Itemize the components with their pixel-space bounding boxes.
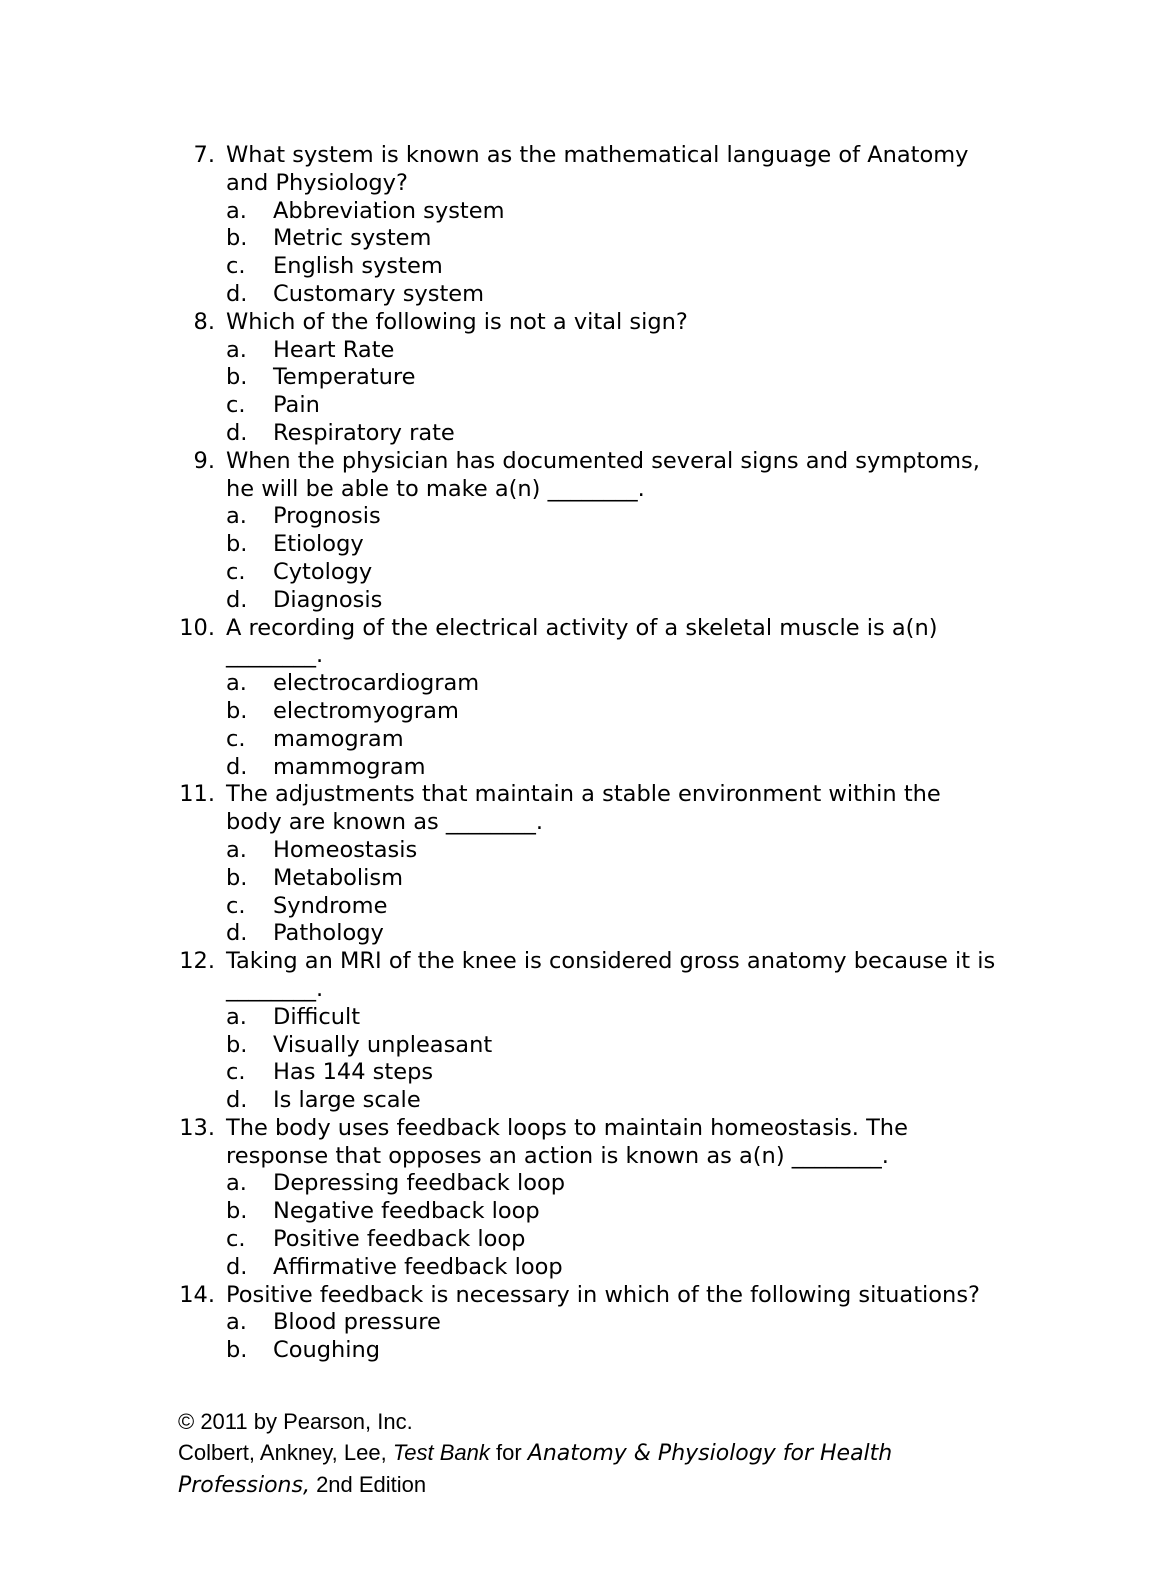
option-text: mammogram [273,753,426,780]
option-letter: c. [226,1059,246,1086]
answer-option [179,420,999,448]
question-item [179,309,999,448]
citation-authors: Colbert, Ankney, Lee, [178,1440,393,1465]
option-text: Diagnosis [273,586,383,613]
question-text: Taking an MRI of the knee is considered gross anatomy because it is ________. [226,948,996,1002]
question-item [179,615,999,782]
option-letter: b. [226,531,248,558]
option-letter: d. [226,419,248,446]
answer-option [179,364,999,392]
option-letter: d. [226,1087,248,1114]
citation-line [178,1437,998,1469]
question-item [179,448,999,615]
option-letter: b. [226,1337,248,1364]
answer-option [179,253,999,281]
question-number: 14. [179,1281,215,1308]
answer-option [179,920,999,948]
page-footer [178,1406,998,1501]
answer-option [179,503,999,531]
option-letter: a. [226,503,247,530]
option-text: Is large scale [273,1087,421,1114]
citation-for: for [489,1440,528,1465]
question-text: Which of the following is not a vital sign? [226,308,688,335]
option-text: Difficult [273,1003,361,1030]
answer-option [179,670,999,698]
answer-option [179,337,999,365]
option-letter: b. [226,364,248,391]
option-text: Positive feedback loop [273,1226,526,1253]
option-text: Metabolism [273,864,404,891]
answer-option [179,392,999,420]
answer-options [179,503,999,614]
answer-option [179,1337,999,1365]
option-text: Visually unpleasant [273,1031,493,1058]
option-text: electrocardiogram [273,670,480,697]
question-item [179,781,999,948]
option-letter: d. [226,920,248,947]
answer-option [179,587,999,615]
answer-option [179,837,999,865]
question-item [179,1282,999,1365]
option-letter: a. [226,1170,247,1197]
option-text: Coughing [273,1337,381,1364]
option-letter: b. [226,697,248,724]
option-letter: d. [226,280,248,307]
citation-book-title: Anatomy & Physiology for Health [527,1441,893,1466]
answer-option [179,559,999,587]
question-number: 10. [179,614,215,641]
option-text: Has 144 steps [273,1059,434,1086]
question-text: A recording of the electrical activity of a skeletal muscle is a(n) ________. [226,614,938,669]
question-text: What system is known as the mathematical language of Anatomy and Physiology? [226,142,969,196]
answer-option [179,1087,999,1115]
answer-options [179,198,999,309]
answer-option [179,1059,999,1087]
option-text: Cytology [273,558,373,585]
question-text: The adjustments that maintain a stable environment within the body are known as ________. [226,781,941,836]
answer-option [179,893,999,921]
question-number: 9. [193,447,215,474]
option-letter: a. [226,197,247,224]
answer-option [179,1004,999,1032]
option-text: Syndrome [273,892,388,919]
option-letter: b. [226,864,248,891]
option-letter: d. [226,753,248,780]
answer-option [179,1170,999,1198]
option-text: mamogram [273,725,404,752]
citation-edition: 2nd Edition [309,1472,427,1497]
answer-option [179,754,999,782]
answer-option [179,198,999,226]
option-letter: c. [226,725,246,752]
answer-options [179,1170,999,1281]
option-letter: c. [226,392,246,419]
option-text: Metric system [273,225,432,252]
option-text: Pathology [273,920,384,947]
answer-option [179,1198,999,1226]
option-text: Abbreviation system [273,197,505,224]
question-item [179,1115,999,1282]
question-text: When the physician has documented several signs and symptoms, he will be able to make a(n) ________. [226,447,980,502]
answer-options [179,1004,999,1115]
option-text: Prognosis [273,503,381,530]
option-letter: b. [226,1198,248,1225]
option-text: Heart Rate [273,336,395,363]
answer-option [179,225,999,253]
option-text: Homeostasis [273,836,418,863]
option-letter: c. [226,253,246,280]
option-letter: c. [226,892,246,919]
option-text: Affirmative feedback loop [273,1253,563,1280]
answer-option [179,726,999,754]
citation-book-title-cont: Professions, [178,1473,310,1498]
question-number: 8. [193,308,215,335]
answer-option [179,1032,999,1060]
copyright-line: © 2011 by Pearson, Inc. [178,1409,413,1434]
option-letter: a. [226,670,247,697]
answer-options [179,670,999,781]
option-text: Depressing feedback loop [273,1170,566,1197]
option-text: Blood pressure [273,1309,441,1336]
answer-option [179,698,999,726]
option-letter: c. [226,1226,246,1253]
question-item [179,948,999,1115]
citation-test-bank: Test Bank [392,1440,490,1465]
question-number: 13. [179,1114,215,1141]
option-letter: b. [226,1031,248,1058]
option-letter: d. [226,586,248,613]
question-number: 11. [179,781,215,808]
option-text: English system [273,253,443,280]
answer-option [179,1226,999,1254]
option-letter: d. [226,1253,248,1280]
option-letter: b. [226,225,248,252]
answer-options [179,1309,999,1365]
answer-options [179,837,999,948]
answer-option [179,865,999,893]
question-list [179,142,999,1365]
question-number: 12. [179,948,215,975]
answer-option [179,281,999,309]
option-text: Temperature [273,364,416,391]
option-text: Etiology [273,531,364,558]
option-letter: a. [226,1309,247,1336]
option-text: Negative feedback loop [273,1198,540,1225]
answer-option [179,531,999,559]
question-text: The body uses feedback loops to maintain homeostasis. The response that opposes an action is known as a(n) ________. [226,1114,908,1169]
option-letter: c. [226,558,246,585]
citation-line-2 [178,1469,998,1501]
answer-option [179,1309,999,1337]
option-text: electromyogram [273,697,459,724]
question-number: 7. [193,142,215,168]
option-letter: a. [226,836,247,863]
answer-option [179,1254,999,1282]
option-text: Customary system [273,280,485,307]
option-text: Respiratory rate [273,419,455,446]
question-text: Positive feedback is necessary in which of the following situations? [226,1281,980,1308]
option-text: Pain [273,392,320,419]
answer-options [179,337,999,448]
option-letter: a. [226,1003,247,1030]
question-item [179,142,999,309]
option-letter: a. [226,336,247,363]
